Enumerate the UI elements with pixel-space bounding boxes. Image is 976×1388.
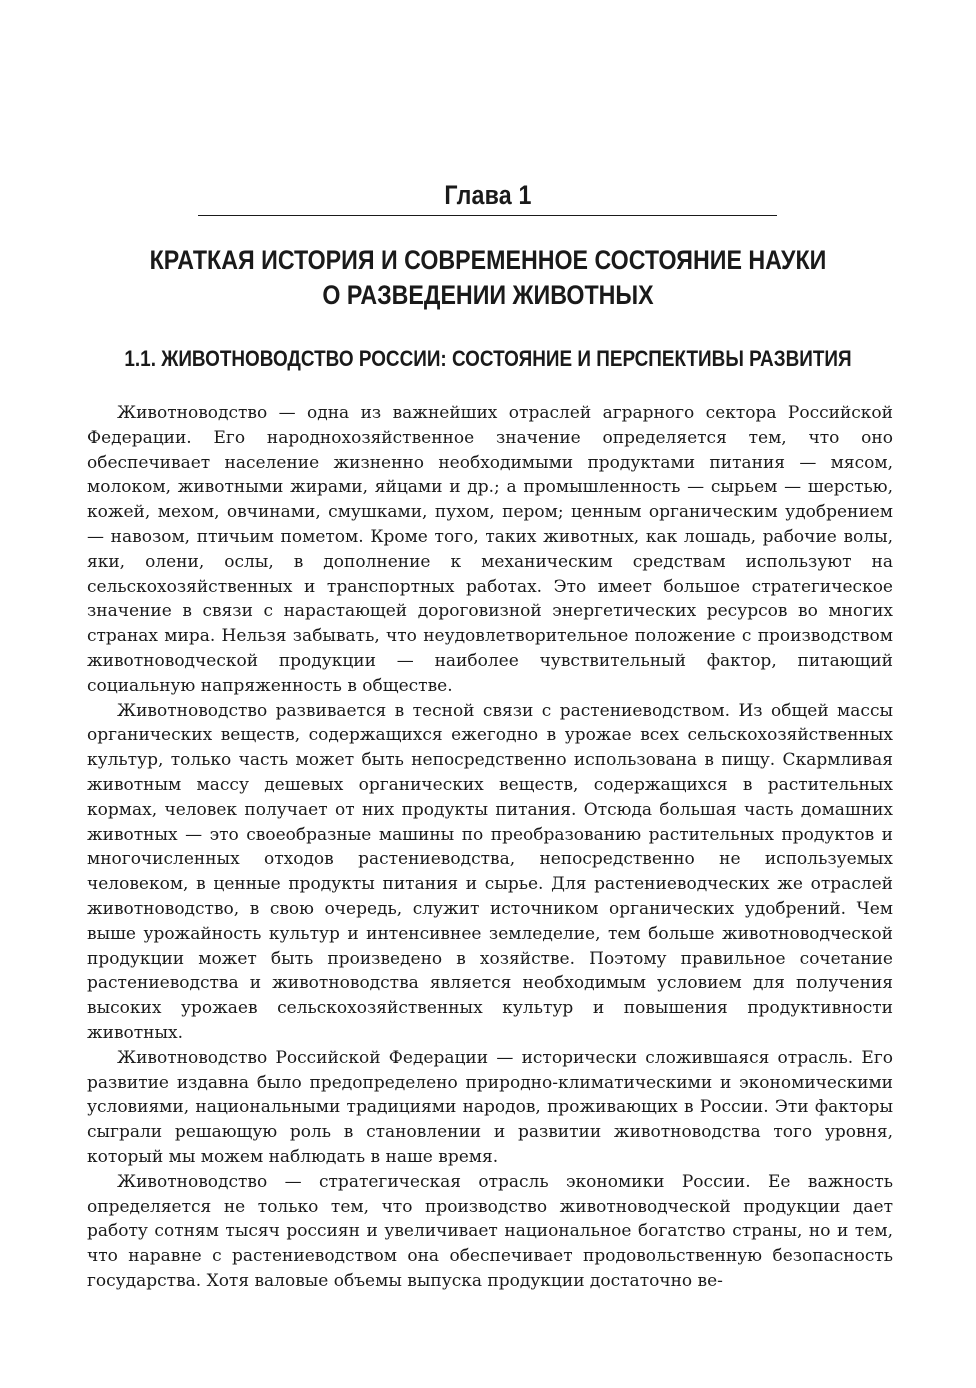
paragraph: Животноводство — одна из важнейших отраслей аграрного сектора Российской Федерации. Его народнохозяйственное значение определяется тем, что оно обеспечивает население жизненно необходимыми продуктами питания — мясом, молоком, животными жирами, яйцами и др.; а промышленность — сырьем — шерстью, кожей, мехом, овчинами, смушками, пухом, пером; ценным органическим удобрением — навозом, птичьим пометом. Кроме того, таких животных, как лошадь, рабочие волы, яки, олени, ослы, в дополнение к механическим средствам используют на сельскохозяйственных и транспортных работах. Это имеет большое стратегическое значение в связи с нарастающей дороговизной энергетических ресурсов во многих странах мира. Нельзя забывать, что неудовлетворительное положение с производством животноводческой продукции — наиболее чувствительный фактор, питающий социальную напряженность в обществе. [87, 403, 893, 696]
chapter-title-line-2: О РАЗВЕДЕНИИ ЖИВОТНЫХ [322, 280, 654, 310]
chapter-label: Глава 1 [444, 180, 532, 210]
paragraph: Животноводство — стратегическая отрасль экономики России. Ее важность определяется не только тем, что производство животноводческой продукции дает работу сотням тысяч россиян и увеличивает национальное богатство страны, но и тем, что наравне с растениеводством она обеспечивает продовольственную безопасность государства. Хотя валовые объемы выпуска продукции достаточно ве- [87, 1171, 893, 1291]
paragraph: Животноводство развивается в тесной связи с растениеводством. Из общей массы органических веществ, содержащихся ежегодно в урожае всех сельскохозяйственных культур, только часть может быть непосредственно использована в пищу. Скармливая животным массу дешевых органических веществ, содержащихся в растительных кормах, человек получает от них продукты питания. Отсюда большая часть домашних животных — это своеобразные машины по преобразованию растительных продуктов и многочисленных отходов растениеводства, непосредственно не используемых человеком, в ценные продукты питания и сырье. Для растениеводческих же отраслей животноводство, в свою очередь, служит источником органических удобрений. Чем выше урожайность культур и интенсивнее земледелие, тем больше животноводческой продукции может быть произведено в хозяйстве. Поэтому правильное сочетание растениеводства и животноводства является необходимым условием для получения высоких урожаев сельскохозяйственных культур и повышения продуктивности животных. [87, 700, 893, 1043]
chapter-divider [198, 215, 777, 216]
section-heading: 1.1. ЖИВОТНОВОДСТВО РОССИИ: СОСТОЯНИЕ И ПЕРСПЕКТИВЫ РАЗВИТИЯ [124, 346, 852, 371]
paragraph: Животноводство Российской Федерации — исторически сложившаяся отрасль. Его развитие издавна было предопределено природно-климатическими и экономическими условиями, национальными традициями народов, проживающих в России. Эти факторы сыграли решающую роль в становлении и развитии животноводства того уровня, который мы можем наблюдать в наше время. [87, 1047, 893, 1167]
chapter-title [68, 243, 907, 313]
chapter-title-line-1: КРАТКАЯ ИСТОРИЯ И СОВРЕМЕННОЕ СОСТОЯНИЕ НАУКИ [149, 245, 827, 275]
body-text [87, 401, 893, 1294]
